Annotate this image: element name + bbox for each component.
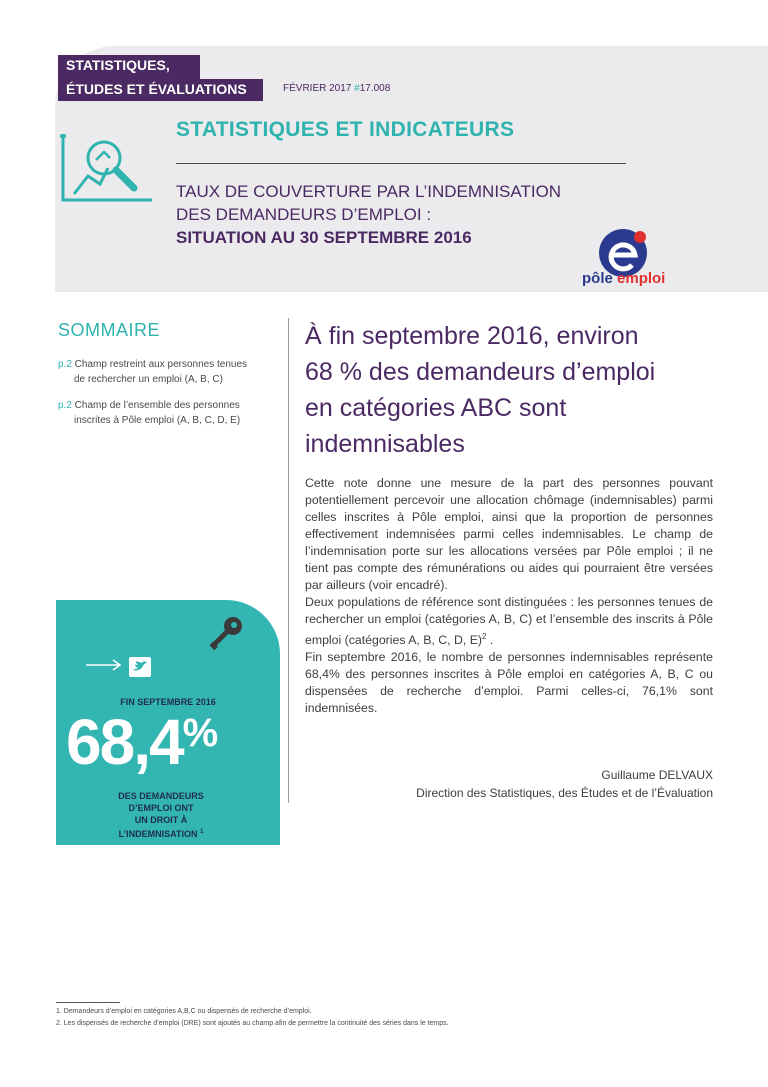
headline-line: À fin septembre 2016, environ [305, 322, 639, 350]
kpi-desc-line: UN DROIT À [134, 815, 188, 825]
category-tag-line1: STATISTIQUES, [66, 57, 170, 73]
footnote-1: 1. Demandeurs d’emploi en catégories A,B,C ou dispensés de recherche d’emploi. [56, 1008, 312, 1015]
kpi-desc-line [106, 826, 216, 840]
key-icon [205, 615, 245, 655]
column-divider [288, 318, 289, 803]
author-name: Guillaume DELVAUX [601, 768, 713, 782]
paragraph-1: Cette note donne une mesure de la part des personnes pouvant potentiellement percevoir une allocation chômage (indemnisables) parmi celles inscrites à Pôle emploi, ainsi que la proportion de personnes effectivement indemnisées parmi celles indemnisables. Le champ de l’indemnisation porte sur les allocations versées par Pôle emploi ; il ne tient pas compte des rémunérations ou aides qui pourraient être versées par ailleurs (voir encadré). [305, 476, 713, 592]
subtitle [176, 180, 561, 249]
twitter-bird-icon[interactable] [129, 657, 151, 677]
kpi-unit: % [182, 711, 217, 755]
arrow-right-icon [85, 657, 123, 673]
sommaire-item[interactable] [58, 398, 268, 428]
footnote-rule [56, 1002, 120, 1003]
kpi-value [66, 705, 216, 779]
subtitle-line-2: DES DEMANDEURS D’EMPLOI : [176, 205, 432, 224]
title-rule [176, 163, 626, 164]
issue-date: FÉVRIER 2017 [283, 83, 355, 94]
main-title: STATISTIQUES ET INDICATEURS [176, 118, 515, 141]
footnote-2: 2. Les dispensés de recherche d’emploi (DRE) sont ajoutés au champ afin de permettre la continuité des séries dans le temps. [56, 1020, 449, 1027]
sommaire-title: SOMMAIRE [58, 320, 161, 340]
sommaire-text: Champ de l’ensemble des personnes [71, 400, 240, 411]
sommaire-text-cont: de rechercher un emploi (A, B, C) [74, 374, 223, 385]
footnote-ref-2[interactable]: 2 [482, 632, 487, 641]
kpi-description [106, 790, 216, 840]
kpi-desc-line: DES DEMANDEURS [118, 791, 204, 801]
logo-wordmark [582, 270, 665, 287]
logo-wordmark-part1: pôle [582, 270, 613, 287]
headline-line: 68 % des demandeurs d’emploi [305, 358, 656, 386]
issue-number: 17.008 [359, 83, 391, 94]
kpi-number: 68,4 [66, 706, 183, 778]
sommaire-text-cont: inscrites à Pôle emploi (A, B, C, D, E) [74, 415, 241, 426]
body-text [305, 475, 713, 717]
sommaire-page: p.2 [58, 400, 72, 411]
kpi-desc-last: L’INDEMNISATION [118, 829, 198, 839]
logo-wordmark-part2: emploi [612, 270, 666, 287]
subtitle-line-1: TAUX DE COUVERTURE PAR L’INDEMNISATION [176, 182, 562, 201]
category-tag-line2: ÉTUDES ET ÉVALUATIONS [58, 79, 263, 101]
headline-line: en catégories ABC sont [305, 394, 567, 422]
paragraph-3: Fin septembre 2016, le nombre de personnes indemnisables représente 68,4% des personnes inscrites à Pôle emploi en catégories A, B, C ou dispensées de recherche d’emploi. Parmi celles-ci, 76,1% sont indemnisées. [305, 650, 713, 716]
kpi-date-label: FIN SEPTEMBRE 2016 [120, 697, 216, 707]
sommaire-item[interactable] [58, 357, 268, 387]
issue-info [283, 83, 390, 94]
author-org: Direction des Statistiques, des Études et de l’Évaluation [416, 786, 713, 800]
headline [305, 318, 715, 462]
sommaire-text: Champ restreint aux personnes tenues [71, 359, 248, 370]
headline-line: indemnisables [305, 430, 465, 458]
paragraph-2-text: Deux populations de référence sont distinguées : les personnes tenues de rechercher un emploi (catégories A, B, C) et l’ensemble des inscrits à Pôle emploi (catégories A, B, C, D, E) [305, 595, 713, 648]
chart-magnifier-icon [60, 130, 160, 210]
paragraph-2 [305, 594, 713, 649]
issue-hash: # [354, 83, 360, 94]
kpi-desc-line: D’EMPLOI ONT [128, 803, 194, 813]
paragraph-2-tail: . [486, 633, 494, 648]
footnote-ref-1[interactable]: 1 [200, 829, 204, 835]
sommaire-page: p.2 [58, 359, 72, 370]
subtitle-line-3: SITUATION AU 30 SEPTEMBRE 2016 [176, 228, 472, 247]
